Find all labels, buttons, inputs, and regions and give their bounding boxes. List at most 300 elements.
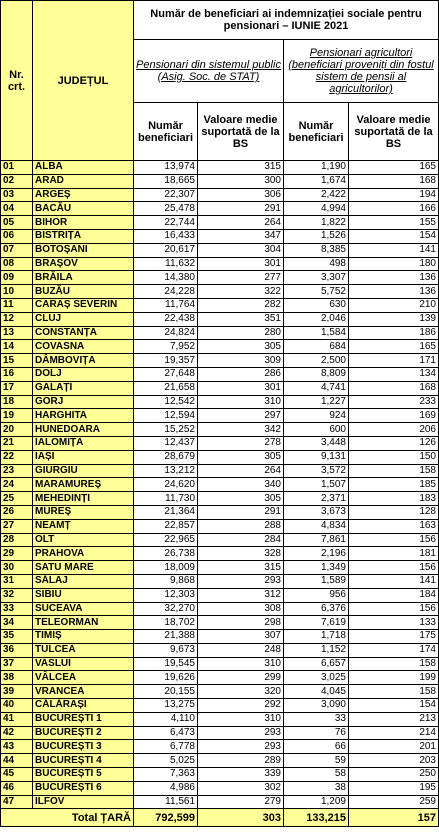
row-numar-public: 12,437 (134, 436, 198, 450)
table-row (1, 643, 439, 657)
row-valoare-public: 315 (198, 161, 284, 175)
row-nr: 12 (1, 312, 33, 326)
group-agricultori-header: Pensionari agricultori (beneficiari proveniți din fostul sistem de pensii al agricultorilor) (284, 40, 439, 103)
row-judet: MEHEDINȚI (33, 492, 134, 506)
row-judet: SATU MARE (33, 561, 134, 575)
row-judet: MUREȘ (33, 505, 134, 519)
row-judet: GIURGIU (33, 464, 134, 478)
row-nr: 15 (1, 354, 33, 368)
row-valoare-public: 322 (198, 285, 284, 299)
row-nr: 43 (1, 740, 33, 754)
row-nr: 42 (1, 726, 33, 740)
row-nr: 07 (1, 243, 33, 257)
row-numar-public: 19,357 (134, 354, 198, 368)
table-row (1, 561, 439, 575)
row-nr: 41 (1, 712, 33, 726)
row-numar-agricultori: 1,718 (284, 630, 349, 644)
row-valoare-agricultori: 168 (349, 174, 439, 188)
row-nr: 01 (1, 161, 33, 175)
table-row (1, 354, 439, 368)
table-row (1, 285, 439, 299)
row-valoare-agricultori: 134 (349, 367, 439, 381)
row-valoare-agricultori: 195 (349, 781, 439, 795)
row-judet: ARGEȘ (33, 188, 134, 202)
table-row (1, 312, 439, 326)
row-nr: 44 (1, 754, 33, 768)
row-valoare-public: 310 (198, 395, 284, 409)
row-numar-agricultori: 4,741 (284, 381, 349, 395)
row-numar-agricultori: 924 (284, 409, 349, 423)
row-valoare-agricultori: 194 (349, 188, 439, 202)
row-valoare-agricultori: 155 (349, 216, 439, 230)
row-nr: 32 (1, 588, 33, 602)
table-row (1, 298, 439, 312)
table-row (1, 367, 439, 381)
row-numar-public: 22,965 (134, 533, 198, 547)
row-numar-agricultori: 33 (284, 712, 349, 726)
row-nr: 21 (1, 436, 33, 450)
table-row (1, 781, 439, 795)
row-valoare-public: 328 (198, 547, 284, 561)
row-judet: BUCUREȘTI 6 (33, 781, 134, 795)
row-nr: 39 (1, 685, 33, 699)
row-numar-agricultori: 2,500 (284, 354, 349, 368)
row-nr: 16 (1, 367, 33, 381)
row-valoare-agricultori: 156 (349, 533, 439, 547)
row-numar-public: 7,363 (134, 768, 198, 782)
row-valoare-agricultori: 128 (349, 505, 439, 519)
table-row (1, 188, 439, 202)
row-valoare-agricultori: 171 (349, 354, 439, 368)
row-valoare-public: 293 (198, 726, 284, 740)
row-nr: 40 (1, 699, 33, 713)
row-numar-agricultori: 8,809 (284, 367, 349, 381)
row-nr: 35 (1, 630, 33, 644)
row-valoare-public: 307 (198, 630, 284, 644)
table-row (1, 671, 439, 685)
row-valoare-agricultori: 169 (349, 409, 439, 423)
row-numar-agricultori: 1,152 (284, 643, 349, 657)
row-numar-agricultori: 4,994 (284, 202, 349, 216)
row-nr: 14 (1, 340, 33, 354)
table-row (1, 257, 439, 271)
row-valoare-agricultori: 126 (349, 436, 439, 450)
row-valoare-agricultori: 203 (349, 754, 439, 768)
row-judet: VÂLCEA (33, 671, 134, 685)
row-valoare-public: 312 (198, 588, 284, 602)
row-numar-agricultori: 684 (284, 340, 349, 354)
row-judet: SIBIU (33, 588, 134, 602)
row-judet: CONSTANȚA (33, 326, 134, 340)
row-numar-public: 11,730 (134, 492, 198, 506)
row-valoare-public: 280 (198, 326, 284, 340)
table-row (1, 712, 439, 726)
row-numar-public: 11,632 (134, 257, 198, 271)
row-valoare-public: 286 (198, 367, 284, 381)
row-numar-public: 5,025 (134, 754, 198, 768)
row-nr: 34 (1, 616, 33, 630)
row-valoare-public: 248 (198, 643, 284, 657)
row-numar-agricultori: 59 (284, 754, 349, 768)
row-numar-agricultori: 1,209 (284, 795, 349, 809)
row-judet: BISTRIȚA (33, 229, 134, 243)
row-valoare-agricultori: 250 (349, 768, 439, 782)
row-judet: BOTOȘANI (33, 243, 134, 257)
row-valoare-agricultori: 214 (349, 726, 439, 740)
row-nr: 10 (1, 285, 33, 299)
row-nr: 06 (1, 229, 33, 243)
row-nr: 03 (1, 188, 33, 202)
col-valoare-public: Valoare medie suportată de la BS (198, 103, 284, 161)
row-valoare-public: 292 (198, 699, 284, 713)
row-valoare-agricultori: 174 (349, 643, 439, 657)
row-numar-public: 6,778 (134, 740, 198, 754)
table-row (1, 699, 439, 713)
row-valoare-agricultori: 150 (349, 450, 439, 464)
row-nr: 24 (1, 478, 33, 492)
table-row (1, 381, 439, 395)
row-numar-public: 24,824 (134, 326, 198, 340)
row-valoare-agricultori: 210 (349, 298, 439, 312)
row-valoare-agricultori: 201 (349, 740, 439, 754)
row-nr: 25 (1, 492, 33, 506)
table-row (1, 202, 439, 216)
row-numar-agricultori: 1,227 (284, 395, 349, 409)
row-valoare-agricultori: 163 (349, 519, 439, 533)
row-valoare-public: 299 (198, 671, 284, 685)
row-judet: GORJ (33, 395, 134, 409)
row-nr: 26 (1, 505, 33, 519)
row-numar-agricultori: 4,045 (284, 685, 349, 699)
row-numar-public: 21,388 (134, 630, 198, 644)
row-valoare-public: 320 (198, 685, 284, 699)
row-judet: VRANCEA (33, 685, 134, 699)
table-body (1, 161, 439, 809)
row-valoare-agricultori: 259 (349, 795, 439, 809)
row-valoare-public: 339 (198, 768, 284, 782)
row-valoare-public: 310 (198, 712, 284, 726)
table-row (1, 395, 439, 409)
row-valoare-agricultori: 166 (349, 202, 439, 216)
row-judet: DOLJ (33, 367, 134, 381)
row-numar-agricultori: 8,385 (284, 243, 349, 257)
row-numar-public: 19,626 (134, 671, 198, 685)
table-row (1, 685, 439, 699)
row-numar-public: 20,617 (134, 243, 198, 257)
row-nr: 08 (1, 257, 33, 271)
row-nr: 09 (1, 271, 33, 285)
row-numar-agricultori: 4,834 (284, 519, 349, 533)
row-valoare-agricultori: 180 (349, 257, 439, 271)
row-numar-agricultori: 66 (284, 740, 349, 754)
table-row (1, 533, 439, 547)
total-row (1, 809, 439, 827)
row-numar-agricultori: 1,349 (284, 561, 349, 575)
row-valoare-agricultori: 184 (349, 588, 439, 602)
row-numar-public: 12,542 (134, 395, 198, 409)
table-row (1, 768, 439, 782)
row-valoare-public: 264 (198, 464, 284, 478)
row-numar-public: 4,110 (134, 712, 198, 726)
row-valoare-agricultori: 139 (349, 312, 439, 326)
row-numar-public: 21,364 (134, 505, 198, 519)
table-row (1, 409, 439, 423)
row-nr: 45 (1, 768, 33, 782)
row-numar-public: 13,212 (134, 464, 198, 478)
row-valoare-agricultori: 154 (349, 229, 439, 243)
row-valoare-agricultori: 158 (349, 657, 439, 671)
row-numar-public: 6,473 (134, 726, 198, 740)
table-row (1, 271, 439, 285)
row-numar-agricultori: 600 (284, 423, 349, 437)
row-valoare-agricultori: 165 (349, 161, 439, 175)
row-numar-agricultori: 1,507 (284, 478, 349, 492)
table-row (1, 216, 439, 230)
row-nr: 23 (1, 464, 33, 478)
row-numar-public: 19,545 (134, 657, 198, 671)
row-valoare-public: 310 (198, 657, 284, 671)
row-valoare-agricultori: 168 (349, 381, 439, 395)
row-valoare-agricultori: 154 (349, 699, 439, 713)
row-numar-agricultori: 3,090 (284, 699, 349, 713)
table-row (1, 616, 439, 630)
total-valoare-agricultori: 157 (349, 809, 439, 827)
row-numar-agricultori: 1,674 (284, 174, 349, 188)
row-valoare-agricultori: 206 (349, 423, 439, 437)
row-nr: 27 (1, 519, 33, 533)
row-nr: 31 (1, 574, 33, 588)
row-numar-public: 16,433 (134, 229, 198, 243)
row-numar-public: 12,303 (134, 588, 198, 602)
row-judet: TELEORMAN (33, 616, 134, 630)
row-valoare-public: 264 (198, 216, 284, 230)
row-valoare-public: 301 (198, 381, 284, 395)
row-judet: CLUJ (33, 312, 134, 326)
row-valoare-public: 282 (198, 298, 284, 312)
table-row (1, 754, 439, 768)
row-nr: 46 (1, 781, 33, 795)
row-nr: 33 (1, 602, 33, 616)
row-valoare-agricultori: 156 (349, 561, 439, 575)
row-judet: TULCEA (33, 643, 134, 657)
row-valoare-public: 347 (198, 229, 284, 243)
row-numar-public: 24,228 (134, 285, 198, 299)
row-valoare-agricultori: 233 (349, 395, 439, 409)
row-numar-public: 14,380 (134, 271, 198, 285)
row-valoare-public: 293 (198, 574, 284, 588)
table-row (1, 602, 439, 616)
row-numar-public: 11,764 (134, 298, 198, 312)
table-row (1, 450, 439, 464)
row-valoare-agricultori: 213 (349, 712, 439, 726)
row-numar-agricultori: 58 (284, 768, 349, 782)
row-numar-agricultori: 1,190 (284, 161, 349, 175)
row-nr: 37 (1, 657, 33, 671)
row-valoare-public: 351 (198, 312, 284, 326)
row-nr: 13 (1, 326, 33, 340)
table-row (1, 519, 439, 533)
table-row (1, 161, 439, 175)
row-valoare-agricultori: 185 (349, 478, 439, 492)
row-numar-public: 15,252 (134, 423, 198, 437)
row-judet: BRAȘOV (33, 257, 134, 271)
row-numar-public: 22,857 (134, 519, 198, 533)
row-valoare-agricultori: 165 (349, 340, 439, 354)
row-numar-public: 13,974 (134, 161, 198, 175)
row-nr: 22 (1, 450, 33, 464)
row-nr: 18 (1, 395, 33, 409)
row-judet: BUCUREȘTI 1 (33, 712, 134, 726)
row-numar-agricultori: 7,619 (284, 616, 349, 630)
row-numar-agricultori: 6,657 (284, 657, 349, 671)
row-valoare-agricultori: 156 (349, 602, 439, 616)
total-numar-agricultori: 133,215 (284, 809, 349, 827)
row-valoare-agricultori: 175 (349, 630, 439, 644)
row-judet: TIMIȘ (33, 630, 134, 644)
row-numar-public: 22,744 (134, 216, 198, 230)
row-judet: SUCEAVA (33, 602, 134, 616)
row-valoare-public: 291 (198, 505, 284, 519)
row-numar-public: 26,738 (134, 547, 198, 561)
row-valoare-public: 301 (198, 257, 284, 271)
row-judet: COVASNA (33, 340, 134, 354)
row-numar-agricultori: 3,673 (284, 505, 349, 519)
row-judet: OLT (33, 533, 134, 547)
table-row (1, 478, 439, 492)
row-numar-agricultori: 3,572 (284, 464, 349, 478)
row-nr: 05 (1, 216, 33, 230)
col-numar-agricultori: Număr beneficiari (284, 103, 349, 161)
table-row (1, 574, 439, 588)
row-numar-agricultori: 2,196 (284, 547, 349, 561)
row-numar-agricultori: 630 (284, 298, 349, 312)
row-numar-public: 21,658 (134, 381, 198, 395)
row-valoare-agricultori: 133 (349, 616, 439, 630)
row-nr: 28 (1, 533, 33, 547)
row-judet: CARAȘ SEVERIN (33, 298, 134, 312)
row-valoare-public: 284 (198, 533, 284, 547)
row-numar-public: 18,665 (134, 174, 198, 188)
row-valoare-agricultori: 141 (349, 574, 439, 588)
row-judet: BUCUREȘTI 3 (33, 740, 134, 754)
nr-crt-header: Nr. crt. (1, 1, 33, 161)
row-judet: ALBA (33, 161, 134, 175)
row-numar-agricultori: 2,422 (284, 188, 349, 202)
row-valoare-agricultori: 136 (349, 285, 439, 299)
row-judet: HARGHITA (33, 409, 134, 423)
table-row (1, 547, 439, 561)
table-row (1, 492, 439, 506)
row-nr: 20 (1, 423, 33, 437)
row-valoare-agricultori: 136 (349, 271, 439, 285)
row-nr: 11 (1, 298, 33, 312)
row-numar-public: 7,952 (134, 340, 198, 354)
row-numar-public: 18,702 (134, 616, 198, 630)
row-judet: IAȘI (33, 450, 134, 464)
row-numar-public: 20,155 (134, 685, 198, 699)
table-row (1, 795, 439, 809)
row-judet: CĂLĂRAȘI (33, 699, 134, 713)
row-nr: 04 (1, 202, 33, 216)
row-judet: BUCUREȘTI 4 (33, 754, 134, 768)
row-numar-public: 13,275 (134, 699, 198, 713)
row-nr: 02 (1, 174, 33, 188)
table-title: Număr de beneficiari ai indemnizației sociale pentru pensionari – IUNIE 2021 (134, 1, 439, 40)
row-judet: IALOMIȚA (33, 436, 134, 450)
row-numar-agricultori: 956 (284, 588, 349, 602)
table-row (1, 630, 439, 644)
row-judet: PRAHOVA (33, 547, 134, 561)
table-row (1, 174, 439, 188)
row-valoare-public: 277 (198, 271, 284, 285)
row-numar-agricultori: 6,376 (284, 602, 349, 616)
row-nr: 29 (1, 547, 33, 561)
row-nr: 19 (1, 409, 33, 423)
row-judet: BIHOR (33, 216, 134, 230)
row-valoare-public: 297 (198, 409, 284, 423)
row-nr: 17 (1, 381, 33, 395)
row-numar-agricultori: 2,371 (284, 492, 349, 506)
row-numar-agricultori: 498 (284, 257, 349, 271)
row-numar-public: 4,986 (134, 781, 198, 795)
row-numar-agricultori: 2,046 (284, 312, 349, 326)
row-valoare-public: 279 (198, 795, 284, 809)
col-valoare-agricultori: Valoare medie suportată de la BS (349, 103, 439, 161)
row-valoare-agricultori: 199 (349, 671, 439, 685)
table-row (1, 423, 439, 437)
row-numar-agricultori: 1,822 (284, 216, 349, 230)
row-numar-agricultori: 3,448 (284, 436, 349, 450)
row-numar-agricultori: 9,131 (284, 450, 349, 464)
row-nr: 47 (1, 795, 33, 809)
row-numar-public: 32,270 (134, 602, 198, 616)
row-numar-agricultori: 3,025 (284, 671, 349, 685)
row-valoare-public: 293 (198, 740, 284, 754)
row-valoare-public: 315 (198, 561, 284, 575)
row-numar-public: 24,620 (134, 478, 198, 492)
row-judet: NEAMȚ (33, 519, 134, 533)
row-valoare-public: 308 (198, 602, 284, 616)
row-valoare-public: 305 (198, 340, 284, 354)
table-row (1, 340, 439, 354)
row-valoare-agricultori: 181 (349, 547, 439, 561)
row-numar-public: 28,679 (134, 450, 198, 464)
row-numar-public: 9,868 (134, 574, 198, 588)
row-numar-public: 22,438 (134, 312, 198, 326)
table-row (1, 229, 439, 243)
table-row (1, 464, 439, 478)
row-numar-public: 22,307 (134, 188, 198, 202)
total-numar-public: 792,599 (134, 809, 198, 827)
row-judet: BUZĂU (33, 285, 134, 299)
row-numar-agricultori: 5,752 (284, 285, 349, 299)
row-numar-agricultori: 76 (284, 726, 349, 740)
row-valoare-agricultori: 158 (349, 685, 439, 699)
table-row (1, 326, 439, 340)
row-valoare-public: 304 (198, 243, 284, 257)
row-valoare-public: 305 (198, 450, 284, 464)
row-valoare-public: 289 (198, 754, 284, 768)
row-nr: 36 (1, 643, 33, 657)
row-numar-public: 18,009 (134, 561, 198, 575)
row-valoare-agricultori: 158 (349, 464, 439, 478)
total-label: Total ȚARĂ (1, 809, 134, 827)
row-judet: SĂLAJ (33, 574, 134, 588)
row-valoare-public: 288 (198, 519, 284, 533)
row-numar-public: 12,594 (134, 409, 198, 423)
row-valoare-agricultori: 186 (349, 326, 439, 340)
row-valoare-public: 342 (198, 423, 284, 437)
